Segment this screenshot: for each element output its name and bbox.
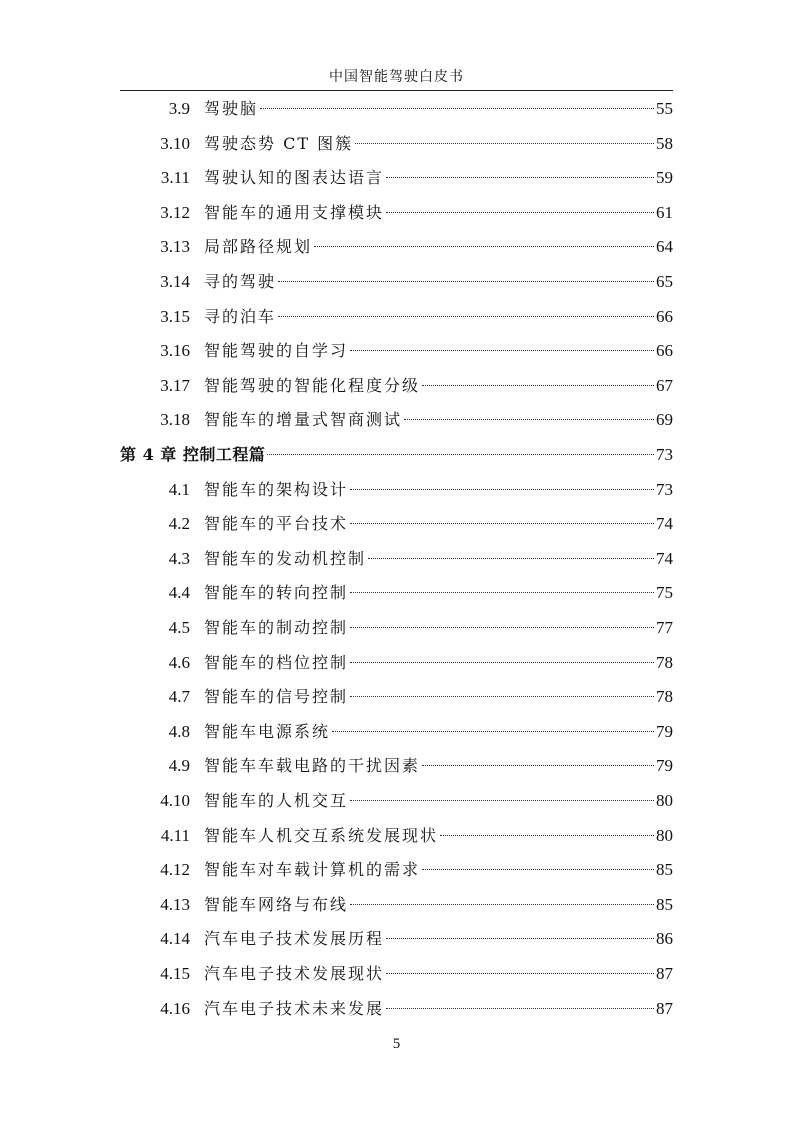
toc-entry-line: [204, 715, 673, 749]
toc-entry[interactable]: [0, 161, 793, 195]
toc-dot-leader: [278, 316, 654, 317]
toc-entry-title: 寻的泊车: [204, 306, 277, 326]
toc-entry-page: 73: [656, 479, 673, 499]
toc-entry-page: 80: [656, 791, 673, 810]
toc-dot-leader: [386, 212, 654, 213]
toc-entry-number: 4.13: [160, 894, 190, 914]
toc-entry-title: 智能车的信号控制: [204, 687, 349, 707]
toc-entry-line: [204, 957, 673, 991]
toc-entry-title: 智能车的增量式智商测试: [204, 410, 403, 430]
toc-dot-leader: [386, 1008, 654, 1009]
toc-entry-number: 3.11: [160, 168, 190, 188]
toc-entry-title: 智能车的架构设计: [204, 479, 349, 499]
toc-entry-title: 智能车车载电路的干扰因素: [204, 756, 421, 776]
toc-entry-title: 智能车的制动控制: [204, 618, 349, 637]
toc-entry-page: 85: [656, 860, 673, 880]
toc-entry-title: 智能车的人机交互: [204, 791, 349, 810]
toc-entry[interactable]: [0, 369, 793, 403]
toc-entry[interactable]: [0, 300, 793, 334]
toc-entry-number: 4.4: [168, 583, 190, 603]
toc-entry[interactable]: [0, 92, 793, 126]
toc-entry-title: 汽车电子技术发展现状: [204, 964, 385, 983]
toc-entry-title: 智能车的发动机控制: [204, 548, 367, 568]
toc-entry-page: 55: [656, 99, 673, 118]
toc-entry-page: 58: [656, 133, 673, 153]
toc-dot-leader: [368, 558, 654, 559]
toc-entry-number: 4.14: [160, 929, 190, 949]
toc-dot-leader: [350, 592, 654, 593]
toc-entry-line: [204, 611, 673, 645]
toc-entry-page: 66: [656, 341, 673, 361]
toc-entry-title: 智能车的平台技术: [204, 514, 349, 534]
toc-entry[interactable]: [0, 888, 793, 922]
toc-entry-line: [204, 161, 673, 195]
toc-entry[interactable]: [0, 922, 793, 956]
toc-entry[interactable]: [0, 265, 793, 299]
toc-entry-line: [204, 300, 673, 334]
toc-entry-number: 3.13: [160, 237, 190, 257]
toc-entry[interactable]: [0, 473, 793, 507]
toc-entry-page: 67: [656, 375, 673, 395]
toc-entry-line: [120, 438, 673, 472]
toc-entry-line: [204, 369, 673, 403]
toc-entry-number: 3.17: [160, 375, 190, 395]
toc-entry-line: [204, 922, 673, 956]
toc-dot-leader: [422, 765, 654, 766]
toc-entry-title: 智能车电源系统: [204, 721, 331, 741]
toc-entry-line: [204, 92, 673, 126]
toc-entry-title: 驾驶脑: [204, 99, 259, 118]
toc-entry-number: 3.9: [168, 99, 190, 118]
toc-entry[interactable]: [0, 819, 793, 853]
toc-entry-number: 3.18: [160, 410, 190, 430]
toc-entry-line: [204, 992, 673, 1026]
toc-entry-number: 4.12: [160, 860, 190, 880]
toc-entry-number: 4.2: [168, 514, 190, 534]
toc-entry-title: 智能车的档位控制: [204, 652, 349, 672]
toc-entry-line: [204, 507, 673, 541]
toc-dot-leader: [350, 800, 654, 801]
toc-entry-line: [204, 888, 673, 922]
toc-entry-page: 86: [656, 929, 673, 949]
toc-entry[interactable]: [0, 992, 793, 1026]
toc-dot-leader: [386, 973, 654, 974]
toc-entry-line: [204, 576, 673, 610]
toc-entry-page: 78: [656, 687, 673, 707]
toc-entry-title: 智能车对车载计算机的需求: [204, 860, 421, 880]
toc-entry-number: 3.16: [160, 341, 190, 361]
toc-dot-leader: [260, 108, 654, 109]
toc-dot-leader: [350, 489, 654, 490]
toc-dot-leader: [332, 731, 654, 732]
toc-entry-line: [204, 473, 673, 507]
toc-dot-leader: [386, 177, 654, 178]
toc-entry-line: [204, 784, 673, 818]
toc-entry[interactable]: [0, 784, 793, 818]
toc-entry[interactable]: [0, 957, 793, 991]
toc-entry-number: 4.10: [160, 791, 190, 810]
toc-entry[interactable]: [0, 749, 793, 783]
toc-entry-line: [204, 749, 673, 783]
toc-entry[interactable]: [0, 127, 793, 161]
toc-entry-page: 87: [656, 964, 673, 983]
toc-dot-leader: [314, 246, 654, 247]
toc-entry-page: 59: [656, 168, 673, 188]
toc-entry-number: 4.7: [168, 687, 190, 707]
toc-entry-title: 智能驾驶的智能化程度分级: [204, 375, 421, 395]
toc-entry[interactable]: [0, 542, 793, 576]
toc-entry-number: 4.6: [168, 652, 190, 672]
toc-entry[interactable]: [0, 715, 793, 749]
toc-chapter-entry[interactable]: [0, 438, 793, 472]
toc-dot-leader: [404, 419, 654, 420]
toc-entry-number: 4.9: [168, 756, 190, 776]
toc-entry[interactable]: [0, 196, 793, 230]
toc-entry-line: [204, 230, 673, 264]
toc-entry[interactable]: [0, 230, 793, 264]
toc-entry-line: [204, 127, 673, 161]
toc-dot-leader: [267, 454, 654, 455]
toc-dot-leader: [350, 696, 654, 697]
toc-entry[interactable]: [0, 403, 793, 437]
toc-entry-line: [204, 196, 673, 230]
running-header: 中国智能驾驶白皮书: [329, 69, 464, 85]
toc-dot-leader: [350, 523, 654, 524]
toc-entry[interactable]: [0, 576, 793, 610]
toc-entry-title: 汽车电子技术未来发展: [204, 998, 385, 1018]
toc-entry[interactable]: [0, 853, 793, 887]
toc-entry-number: 4.16: [160, 998, 190, 1018]
toc-dot-leader: [422, 869, 654, 870]
toc-entry-page: 78: [656, 652, 673, 672]
toc-entry-page: 61: [656, 202, 673, 222]
toc-dot-leader: [350, 662, 654, 663]
toc-entry-line: [204, 334, 673, 368]
toc-entry-number: 3.12: [160, 202, 190, 222]
toc-entry[interactable]: [0, 334, 793, 368]
toc-entry-line: [204, 680, 673, 714]
toc-entry[interactable]: [0, 680, 793, 714]
toc-entry-number: 4.1: [168, 479, 190, 499]
toc-entry-line: [204, 542, 673, 576]
toc-entry-page: 73: [656, 445, 673, 464]
toc-entry-title: 驾驶认知的图表达语言: [204, 168, 385, 188]
toc-entry-title: 智能驾驶的自学习: [204, 341, 349, 361]
toc-entry-number: 4.11: [160, 825, 190, 845]
toc-entry-number: 4.5: [168, 618, 190, 637]
toc-dot-leader: [386, 938, 654, 939]
toc-entry-title: 汽车电子技术发展历程: [204, 929, 385, 949]
toc-entry-title: 智能车的转向控制: [204, 583, 349, 603]
toc-entry-line: [204, 403, 673, 437]
toc-dot-leader: [278, 281, 654, 282]
toc-entry[interactable]: [0, 611, 793, 645]
toc-entry-page: 80: [656, 825, 673, 845]
toc-entry-number: 3.15: [160, 306, 190, 326]
toc-entry-page: 85: [656, 894, 673, 914]
toc-entry-line: [204, 853, 673, 887]
toc-entry-page: 87: [656, 998, 673, 1018]
toc-entry-title: 智能车人机交互系统发展现状: [204, 825, 439, 845]
toc-entry-title: 智能车的通用支撑模块: [204, 202, 385, 222]
toc-entry-number: 4.15: [160, 964, 190, 983]
toc-entry-page: 65: [656, 272, 673, 291]
toc-entry-title: 驾驶态势 CT 图簇: [204, 133, 354, 153]
toc-entry-number: 3.10: [160, 133, 190, 153]
toc-entry[interactable]: [0, 507, 793, 541]
toc-entry-number: 3.14: [160, 272, 190, 291]
toc-entry-page: 66: [656, 306, 673, 326]
toc-dot-leader: [350, 904, 654, 905]
toc-entry[interactable]: [0, 646, 793, 680]
toc-entry-title: 智能车网络与布线: [204, 894, 349, 914]
toc-dot-leader: [350, 627, 654, 628]
toc-entry-page: 64: [656, 237, 673, 257]
toc-entry-line: [204, 265, 673, 299]
toc-entry-page: 69: [656, 410, 673, 430]
toc-entry-page: 79: [656, 756, 673, 776]
toc-entry-page: 79: [656, 721, 673, 741]
toc-entry-page: 74: [656, 514, 673, 534]
toc-entry-page: 75: [656, 583, 673, 603]
toc-entry-title: 局部路径规划: [204, 237, 313, 257]
toc-entry-line: [204, 646, 673, 680]
toc-dot-leader: [422, 385, 654, 386]
page-number: 5: [392, 1036, 401, 1052]
toc-entry-line: [204, 819, 673, 853]
toc-entry-number: 4.3: [168, 548, 190, 568]
header-divider: [120, 90, 673, 91]
toc-dot-leader: [350, 350, 654, 351]
toc-dot-leader: [440, 835, 654, 836]
toc-dot-leader: [355, 143, 654, 144]
toc-entry-page: 77: [656, 618, 673, 637]
toc-entry-number: 4.8: [168, 721, 190, 741]
toc-entry-title: 寻的驾驶: [204, 272, 277, 291]
toc-chapter-title: 第 4 章 控制工程篇: [120, 445, 266, 464]
toc-entry-page: 74: [656, 548, 673, 568]
